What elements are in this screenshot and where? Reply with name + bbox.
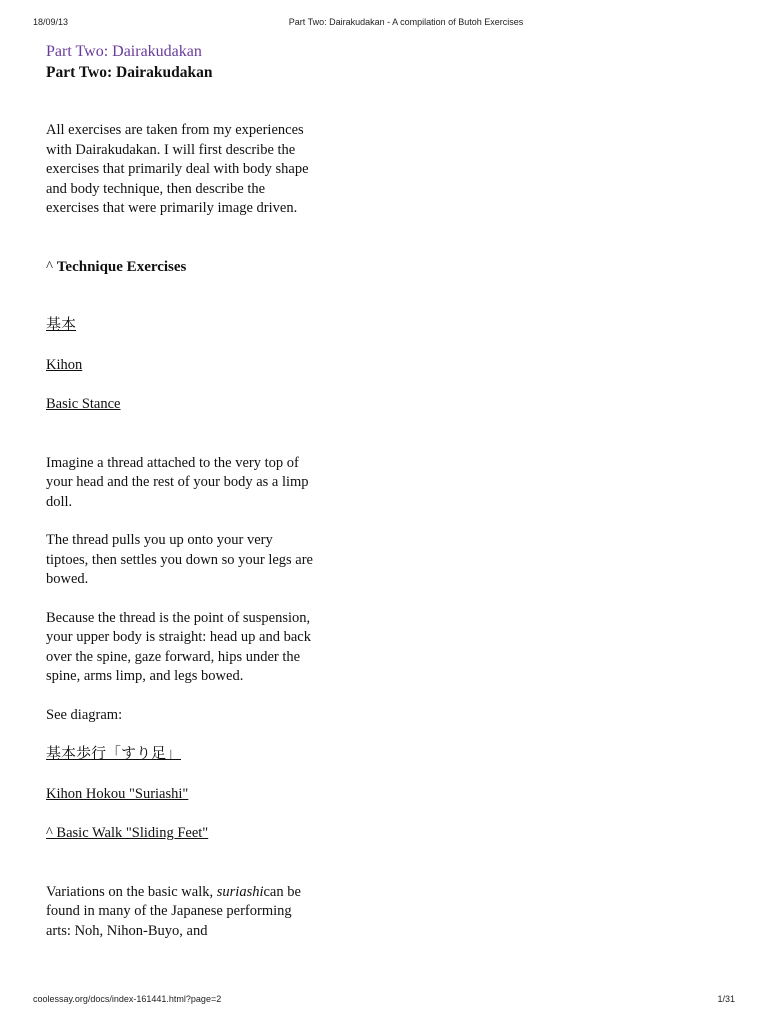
site-title-link[interactable]: Part Two: Dairakudakan: [46, 43, 202, 60]
page-title: Part Two: Dairakudakan: [46, 64, 213, 81]
kihon-kanji-link[interactable]: 基本: [46, 315, 77, 333]
print-footer: [0, 994, 768, 1008]
suspension-paragraph: Because the thread is the point of suspension, your upper body is straight: head up and back over the spine, gaze forward, hips under the spine, arms limp, and legs bowed.: [46, 609, 311, 684]
walk-romaji: [46, 785, 314, 805]
page-number: 1/31: [717, 994, 735, 1004]
walk-english: [46, 824, 314, 844]
technique-heading: [46, 258, 314, 278]
walk-kanji: [46, 744, 314, 765]
kihon-hokou-link[interactable]: Kihon Hokou "Suriashi": [46, 785, 189, 802]
walk-kanji-link[interactable]: 基本歩行「すり足」: [46, 744, 182, 762]
back-to-top-caret-link[interactable]: ^: [46, 258, 54, 275]
print-date: 18/09/13: [33, 17, 69, 27]
technique-heading-text: Technique Exercises: [56, 258, 187, 275]
basic-stance-link[interactable]: Basic Stance: [46, 396, 121, 412]
suriashi-term: suriashi: [216, 883, 264, 900]
print-title: Part Two: Dairakudakan - A compilation of Butoh Exercises: [288, 17, 524, 27]
article-content: [46, 41, 314, 941]
print-url: coolessay.org/docs/index-161441.html?page=2: [33, 994, 222, 1004]
thread-paragraph: Imagine a thread attached to the very top of your head and the rest of your body as a limp doll.: [46, 454, 309, 510]
intro-paragraph: All exercises are taken from my experiences with Dairakudakan. I will first describe the exercises that primarily deal with body shape and body technique, then describe the exercises that were primarily image driven.: [46, 122, 309, 216]
kihon-romaji-link[interactable]: Kihon: [46, 356, 83, 373]
basic-walk-link[interactable]: ^ Basic Walk "Sliding Feet": [46, 825, 209, 841]
variations-paragraph: [46, 883, 314, 942]
variations-text-start: Variations on the basic walk,: [46, 883, 217, 900]
kihon-kanji: [46, 315, 314, 336]
tiptoes-paragraph: The thread pulls you up onto your very tiptoes, then settles you down so your legs are bowed.: [46, 532, 313, 587]
see-diagram-text: See diagram:: [46, 706, 123, 723]
kihon-romaji: [46, 356, 314, 376]
kihon-english: [46, 395, 314, 415]
variations-text-end: can be found in many of the Japanese performing arts: Noh, Nihon-Buyo, and: [46, 883, 301, 939]
print-header: [0, 17, 768, 31]
